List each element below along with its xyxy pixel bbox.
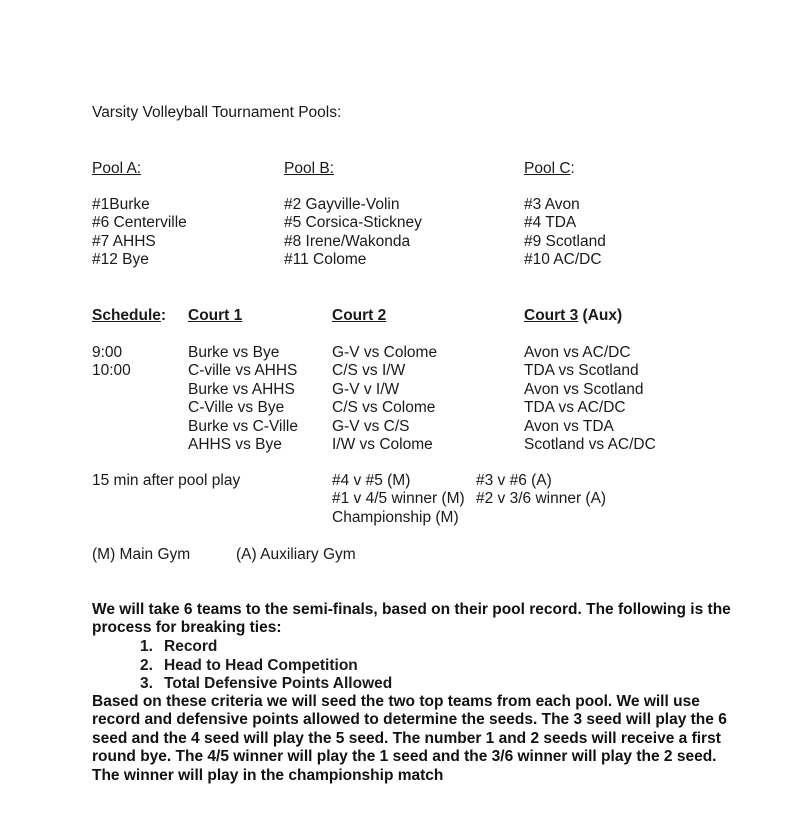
pool-c-header — [524, 160, 575, 178]
court3-header-text: Court 3 — [524, 307, 579, 324]
list-number: 1. — [140, 638, 153, 655]
court1-header: Court 1 — [188, 307, 243, 324]
match-entry: Avon vs AC/DC — [524, 344, 631, 361]
court3-matches — [524, 344, 656, 454]
schedule-label-colon: : — [160, 307, 167, 324]
court1-matches — [188, 344, 298, 454]
match-entry: Avon vs TDA — [524, 417, 614, 435]
pool-b-header: Pool B: — [284, 160, 334, 177]
match-entry: C/S vs Colome — [332, 399, 436, 417]
team-entry: #6 Centerville — [92, 214, 187, 232]
team-entry: #8 Irene/Wakonda — [284, 232, 411, 250]
team-entry: #4 TDA — [524, 214, 577, 232]
match-entry: Avon vs Scotland — [524, 380, 644, 398]
match-entry: Burke vs AHHS — [188, 380, 295, 398]
schedule-header — [92, 307, 166, 325]
time-slot: 10:00 — [92, 362, 131, 380]
bracket-match: #2 v 3/6 winner (A) — [476, 490, 607, 508]
match-entry: TDA vs AC/DC — [524, 399, 626, 417]
team-entry: #1Burke — [92, 196, 150, 213]
team-entry: #5 Corsica-Stickney — [284, 214, 422, 232]
list-number: 3. — [140, 675, 153, 693]
list-item — [140, 638, 392, 657]
court2-matches — [332, 344, 437, 454]
pool-b-teams — [284, 196, 422, 270]
match-entry: Scotland vs AC/DC — [524, 436, 656, 454]
page-title: Varsity Volleyball Tournament Pools: — [92, 104, 342, 121]
schedule-label: Schedule — [92, 307, 161, 324]
match-entry: I/W vs Colome — [332, 436, 433, 454]
seeding-paragraph: Based on these criteria we will seed the two top teams from each pool. We will use record and defensive points allowed to determine the seeds. The 3 seed will play the 6 seed and the 4 seed will play the 5 seed. The number 1 and 2 seeds will receive a first round bye. The 4/5 winner will play the 1 seed and the 3/6 winner will play the 2 seed. The winner will play in the championship match — [92, 693, 727, 784]
team-entry: #12 Bye — [92, 251, 149, 269]
bracket-match: Championship (M) — [332, 508, 459, 526]
pool-a-header: Pool A: — [92, 160, 142, 177]
match-entry: G-V vs Colome — [332, 344, 438, 361]
match-entry: Burke vs C-Ville — [188, 417, 298, 435]
team-entry: #10 AC/DC — [524, 251, 602, 269]
after-pool-main-gym — [332, 472, 465, 527]
match-entry: TDA vs Scotland — [524, 362, 639, 380]
team-entry: #2 Gayville-Volin — [284, 196, 400, 213]
court3-header — [524, 307, 622, 325]
match-entry: G-V v I/W — [332, 380, 400, 398]
match-entry: G-V vs C/S — [332, 417, 410, 435]
list-text: Head to Head Competition — [164, 656, 358, 674]
gym-legend-main: (M) Main Gym — [92, 546, 191, 563]
bracket-match: #1 v 4/5 winner (M) — [332, 490, 465, 508]
after-pool-label: 15 min after pool play — [92, 472, 241, 489]
pool-c-header-text: Pool C — [524, 160, 571, 177]
bracket-match: #4 v #5 (M) — [332, 472, 411, 489]
court3-header-aux: (Aux) — [578, 307, 623, 324]
list-item — [140, 675, 392, 694]
match-entry: Burke vs Bye — [188, 344, 280, 361]
team-entry: #3 Avon — [524, 196, 580, 213]
bracket-match: #3 v #6 (A) — [476, 472, 552, 489]
team-entry: #9 Scotland — [524, 232, 606, 250]
list-text: Record — [164, 638, 218, 655]
match-entry: C-ville vs AHHS — [188, 362, 298, 380]
team-entry: #7 AHHS — [92, 232, 156, 250]
list-number: 2. — [140, 656, 153, 674]
match-entry: C-Ville vs Bye — [188, 399, 285, 417]
match-entry: C/S vs I/W — [332, 362, 406, 380]
list-item — [140, 657, 392, 676]
schedule-times — [92, 344, 131, 381]
match-entry: AHHS vs Bye — [188, 436, 282, 454]
list-text: Total Defensive Points Allowed — [164, 675, 393, 693]
tiebreak-list — [140, 638, 392, 694]
pool-c-header-colon: : — [570, 160, 575, 177]
team-entry: #11 Colome — [284, 251, 367, 269]
gym-legend-aux: (A) Auxiliary Gym — [236, 546, 356, 563]
time-slot: 9:00 — [92, 344, 123, 361]
pool-a-teams — [92, 196, 187, 270]
court2-header: Court 2 — [332, 307, 387, 324]
pool-c-teams — [524, 196, 606, 270]
tiebreak-intro: We will take 6 teams to the semi-finals, based on their pool record. The following is the process for breaking ties: — [92, 601, 731, 637]
after-pool-aux-gym — [476, 472, 606, 509]
